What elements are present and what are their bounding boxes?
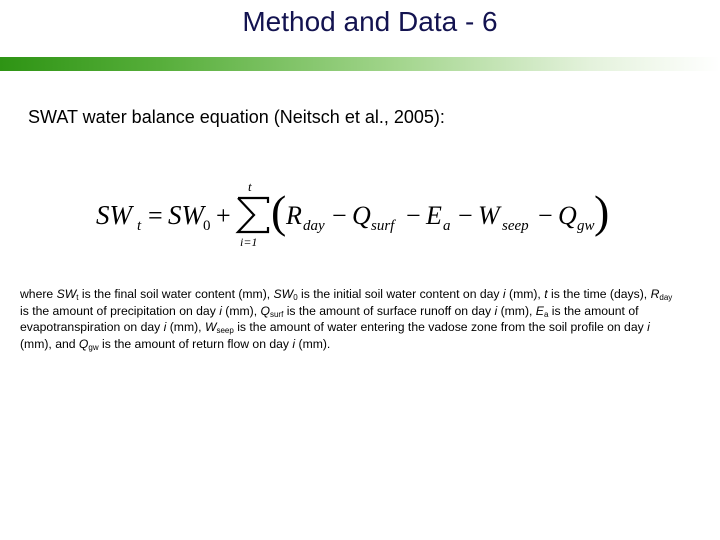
desc-var-qgw: Q xyxy=(78,336,89,351)
slide-subtitle: SWAT water balance equation (Neitsch et al., 2005): xyxy=(28,107,445,127)
eq-term-ea-subscript: a xyxy=(443,218,451,234)
desc-text: is the amount of evapotranspiration on day xyxy=(20,303,639,334)
eq-term-qgw-symbol: Q xyxy=(558,201,577,230)
eq-left-paren: ( xyxy=(271,186,287,237)
desc-var-i: i xyxy=(292,336,296,351)
desc-text: where xyxy=(20,287,57,301)
eq-term-ea-symbol: E xyxy=(426,201,442,230)
desc-var-wseep-subscript: seep xyxy=(216,326,234,335)
desc-text: (mm), xyxy=(505,287,545,301)
eq-minus-sign: − xyxy=(406,201,421,230)
desc-text: (mm), xyxy=(221,303,261,318)
desc-text: is the amount of water entering the vadose zone from the soil profile on day xyxy=(233,320,648,334)
eq-term-qsurf-subscript: surf xyxy=(371,218,395,234)
desc-var-t: t xyxy=(544,287,548,301)
desc-text: is the amount of return flow on day xyxy=(98,336,293,351)
eq-term-wseep-subscript: seep xyxy=(502,218,529,234)
desc-var-sw0-subscript: 0 xyxy=(293,293,298,302)
eq-term-qgw-subscript: gw xyxy=(577,218,595,234)
desc-var-rday-subscript: day xyxy=(659,293,673,302)
eq-minus-sign: − xyxy=(458,201,473,230)
desc-text: (mm), and xyxy=(20,336,79,351)
eq-sum-lower-limit: i=1 xyxy=(240,235,258,249)
eq-term-r-subscript: day xyxy=(303,218,325,234)
desc-var-ea: E xyxy=(535,303,544,318)
desc-var-ea-subscript: a xyxy=(543,309,549,319)
desc-var-i: i xyxy=(647,320,650,334)
sigma-summation-icon xyxy=(238,198,268,232)
eq-sum-upper-limit: t xyxy=(248,180,252,194)
title-divider-bar xyxy=(0,57,720,71)
desc-var-i: i xyxy=(219,303,222,318)
desc-var-wseep: W xyxy=(204,320,217,334)
desc-var-qgw-subscript: gw xyxy=(88,342,99,352)
desc-var-rday: R xyxy=(650,287,660,301)
eq-term-r-symbol: R xyxy=(286,201,302,230)
desc-text: (mm), xyxy=(497,303,536,318)
desc-text: is the time (days), xyxy=(547,287,651,301)
desc-var-qsurf: Q xyxy=(260,303,270,318)
desc-text: is the initial soil water content on day xyxy=(297,287,503,301)
desc-var-i: i xyxy=(494,303,498,318)
desc-text: (mm). xyxy=(295,336,331,351)
eq-sw0-symbol: SW xyxy=(168,200,204,230)
eq-sw0-subscript: 0 xyxy=(203,218,211,234)
desc-text: (mm), xyxy=(166,320,205,334)
desc-text: is the final soil water content (mm), xyxy=(78,287,274,301)
desc-var-sw0: SW xyxy=(273,287,294,301)
desc-var-sw-subscript: t xyxy=(76,293,79,302)
desc-text: is the amount of surface runoff on day xyxy=(283,303,495,318)
desc-text: is the amount of precipitation on day xyxy=(20,303,220,318)
eq-minus-sign: − xyxy=(332,201,347,230)
water-balance-equation xyxy=(96,180,616,250)
desc-var-sw: SW xyxy=(56,287,77,301)
desc-var-i: i xyxy=(163,320,167,334)
eq-minus-sign: − xyxy=(538,201,553,230)
eq-equals-sign: = xyxy=(148,201,163,230)
eq-sw-subscript: t xyxy=(137,218,142,234)
eq-term-qsurf-symbol: Q xyxy=(352,201,371,230)
eq-sw-symbol: SW xyxy=(96,200,132,230)
eq-right-paren: ) xyxy=(594,186,610,237)
slide-title: Method and Data - 6 xyxy=(242,6,498,37)
desc-var-qsurf-subscript: surf xyxy=(269,309,284,319)
variable-definitions-paragraph xyxy=(20,286,682,352)
eq-plus-sign: + xyxy=(216,201,231,230)
eq-term-wseep-symbol: W xyxy=(478,201,500,230)
desc-var-i: i xyxy=(502,287,506,301)
